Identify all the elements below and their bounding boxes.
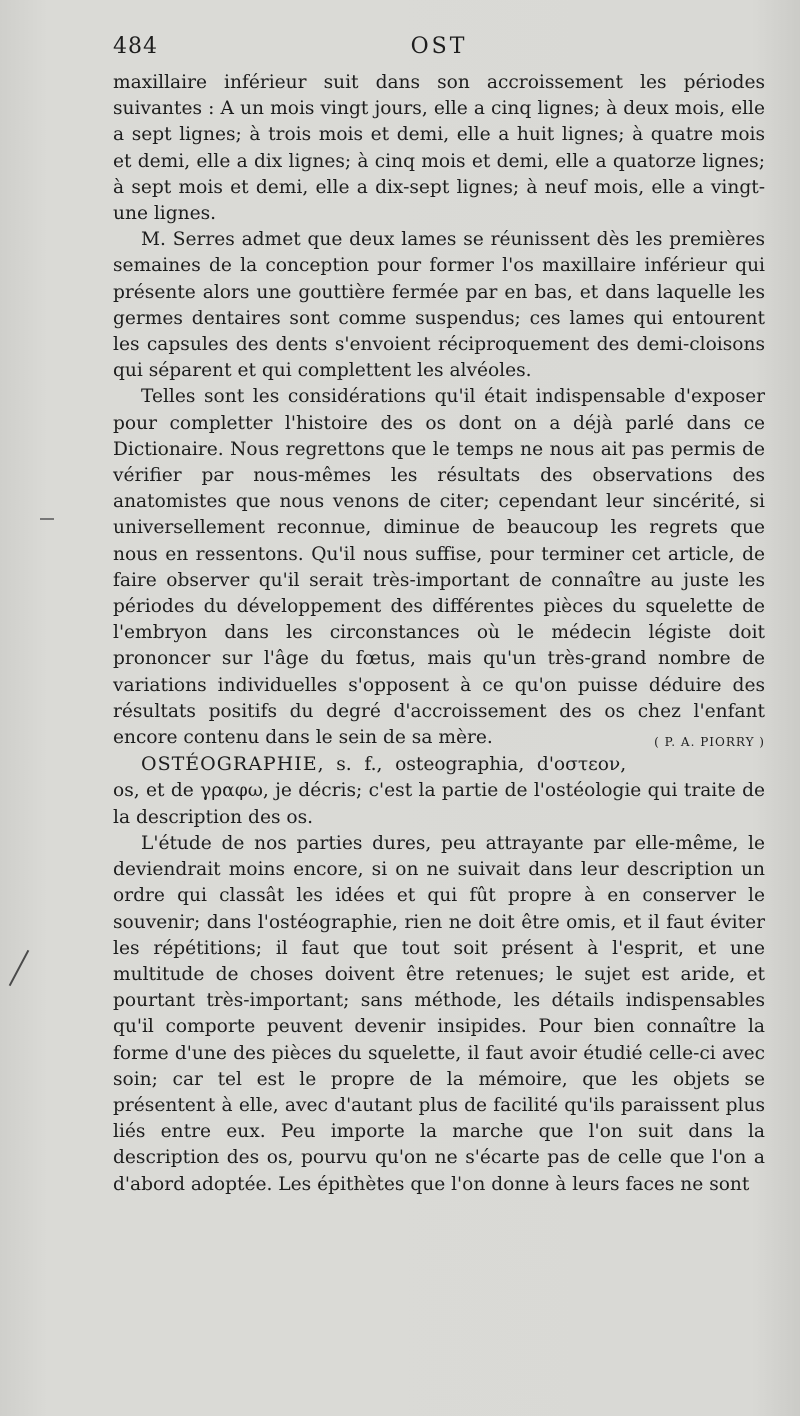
entry-definition: , s. f., osteographia, d'οστεον, os, et de γραφω, je décris; c'est la partie de l'ostéologie qui traite de la description des os. <box>113 754 765 828</box>
body-text <box>113 70 765 1198</box>
paragraph-conclusion <box>113 384 765 751</box>
paragraph-serres: M. Serres admet que deux lames se réunissent dès les premières semaines de la conception pour former l'os maxillaire inférieur qui présente alors une gouttière fermée par en bas, et dans laquelle les germes dentaires sont comme suspendus; ces lames qui entourent les capsules des dents s'envoient réciproquement des demi-cloisons qui séparent et qui complettent les alvéoles. <box>113 229 765 382</box>
margin-dash-mark <box>40 518 54 520</box>
paragraph-conclusion-text: Telles sont les considérations qu'il était indispensable d'exposer pour completter l'histoire des os dont on a déjà parlé dans ce Dictionaire. Nous regrettons que le temps ne nous ait pas permis de vérifier par nous-mêmes les résultats des observations des anatomistes que nous venons de citer; cependant leur sincérité, si universellement reconnue, diminue de beaucoup les regrets que nous en ressentons. Qu'il nous suffise, pour terminer cet article, de faire observer qu'il serait très-important de connaître au juste les périodes du développement des différentes pièces du squelette de l'embryon dans les circonstances où le médecin légiste doit prononcer sur l'âge du fœtus, mais qu'un très-grand nombre de variations individuelles s'opposent à ce qu'on puisse déduire des résultats positifs du degré d'accroissement des os chez l'enfant encore contenu dans le sein de sa mère. <box>113 386 765 749</box>
entry-headword: OSTÉOGRAPHIE <box>141 753 318 776</box>
margin-pencil-mark <box>9 950 30 986</box>
author-signature: ( P. A. PIORRY ) <box>654 735 765 750</box>
running-head <box>113 34 765 64</box>
head-word: OST <box>410 34 468 59</box>
page-number: 484 <box>113 34 158 59</box>
entry-osteographie <box>113 751 765 831</box>
paragraph-continuation: maxillaire inférieur suit dans son accroissement les périodes suivantes : A un mois vingt jours, elle a cinq lignes; à deux mois, elle a sept lignes; à trois mois et demi, elle a huit lignes; à quatre mois et demi, elle a dix lignes; à cinq mois et demi, elle a quatorze lignes; à sept mois et demi, elle a dix-sept lignes; à neuf mois, elle a vingt-une lignes. <box>113 72 765 225</box>
paragraph-osteographie-study: L'étude de nos parties dures, peu attrayante par elle-même, le deviendrait moins encore, si on ne suivait dans leur description un ordre qui classât les idées et qui fût propre à en conserver le souvenir; dans l'ostéographie, rien ne doit être omis, et il faut éviter les répétitions; il faut que tout soit présent à l'esprit, et une multitude de choses doivent être retenues; le sujet est aride, et pourtant très-important; sans méthode, les détails indispensables qu'il comporte peuvent devenir insipides. Pour bien connaître la forme d'une des pièces du squelette, il faut avoir étudié celle-ci avec soin; car tel est le propre de la mémoire, que les objets se présentent à elle, avec d'autant plus de facilité qu'ils paraissent plus liés entre eux. Peu importe la marche que l'on suit dans la description des os, pourvu qu'on ne s'écarte pas de celle que l'on a d'abord adoptée. Les épithètes que l'on donne à leurs faces ne sont <box>113 832 765 1195</box>
